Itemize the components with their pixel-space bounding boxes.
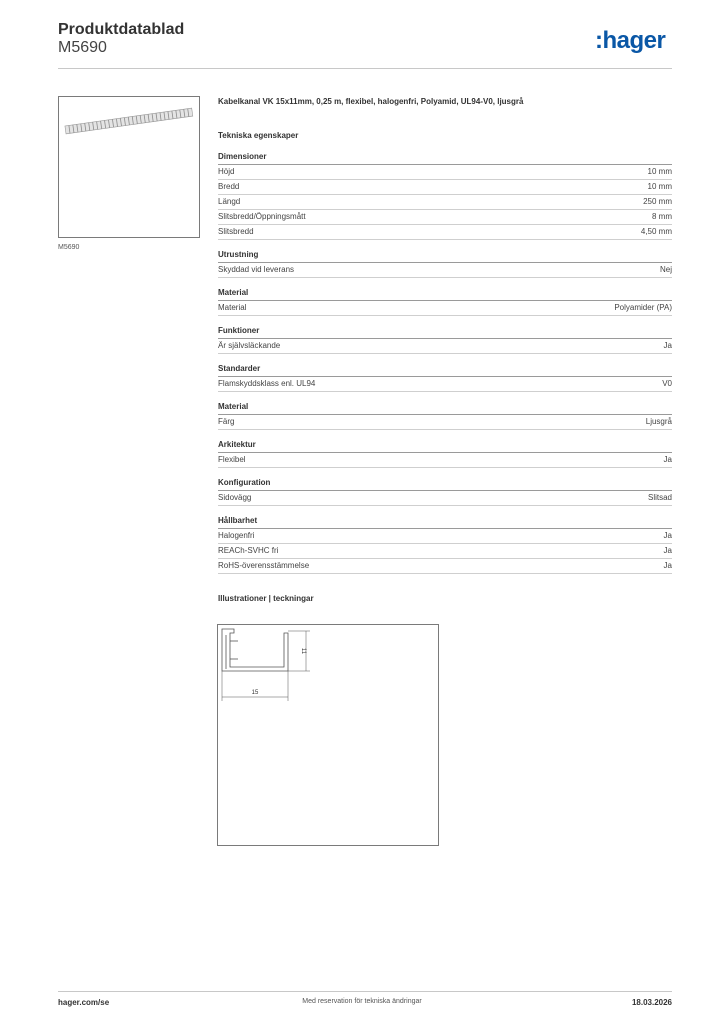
dimension-width-label: 15 [251, 690, 259, 696]
spec-row [218, 165, 672, 180]
spec-label: Slitsbredd/Öppningsmått [218, 212, 306, 221]
spec-content [218, 96, 672, 606]
spec-row [218, 453, 672, 468]
header-divider [58, 68, 672, 69]
product-code: M5690 [58, 39, 107, 56]
spec-label: Längd [218, 197, 241, 206]
spec-label: Sidovägg [218, 493, 252, 502]
spec-row [218, 225, 672, 240]
spec-row [218, 415, 672, 430]
spec-value: 10 mm [647, 167, 672, 176]
spec-value: Ja [663, 341, 672, 350]
spec-label: REACh-SVHC fri [218, 546, 279, 555]
section-title: Konfiguration [218, 476, 672, 491]
section-title: Standarder [218, 362, 672, 377]
spec-row [218, 544, 672, 559]
spec-value: Ja [663, 531, 672, 540]
product-description: Kabelkanal VK 15x11mm, 0,25 m, flexibel, halogenfri, Polyamid, UL94-V0, ljusgrå [218, 97, 524, 106]
spec-row [218, 263, 672, 278]
spec-value: Ljusgrå [645, 417, 672, 426]
product-image [58, 96, 200, 238]
dimension-height-label: 11 [300, 647, 306, 655]
page-title: Produktdatablad [58, 21, 185, 38]
illustrations-title: Illustrationer | teckningar [218, 594, 314, 603]
spec-value: Polyamider (PA) [614, 303, 672, 312]
spec-row [218, 195, 672, 210]
footer-disclaimer: Med reservation för tekniska ändringar [302, 998, 422, 1005]
spec-row [218, 529, 672, 544]
section-material [218, 286, 672, 316]
spec-value: Ja [663, 455, 672, 464]
spec-value: 10 mm [647, 182, 672, 191]
footer-divider [58, 991, 672, 992]
section-title: Arkitektur [218, 438, 672, 453]
spec-value: 4,50 mm [640, 227, 672, 236]
technical-drawing [217, 624, 439, 846]
spec-value: V0 [662, 379, 672, 388]
section-standarder [218, 362, 672, 392]
section-title: Material [218, 286, 672, 301]
spec-label: Material [218, 303, 247, 312]
spec-label: Bredd [218, 182, 240, 191]
footer-date: 18.03.2026 [631, 998, 672, 1007]
spec-row [218, 301, 672, 316]
profile-drawing-icon [218, 625, 438, 845]
spec-value: 8 mm [652, 212, 672, 221]
section-title: Funktioner [218, 324, 672, 339]
section-title: Dimensioner [218, 150, 672, 165]
spec-label: Slitsbredd [218, 227, 254, 236]
spec-value: Nej [659, 265, 672, 274]
spec-label: Höjd [218, 167, 235, 176]
spec-row [218, 377, 672, 392]
cable-duct-icon [59, 97, 199, 237]
section-utrustning [218, 248, 672, 278]
spec-value: Ja [663, 561, 672, 570]
spec-row [218, 491, 672, 506]
spec-label: Är självsläckande [218, 341, 281, 350]
spec-row [218, 180, 672, 195]
section-title: Utrustning [218, 248, 672, 263]
spec-label: Flexibel [218, 455, 246, 464]
spec-label: Flamskyddsklass enl. UL94 [218, 379, 316, 388]
spec-value: Slitsad [647, 493, 672, 502]
section-material-color [218, 400, 672, 430]
spec-label: Skyddad vid leverans [218, 265, 295, 274]
spec-value: 250 mm [643, 197, 672, 206]
section-konfiguration [218, 476, 672, 506]
spec-value: Ja [663, 546, 672, 555]
spec-row [218, 559, 672, 574]
spec-label: Färg [218, 417, 235, 426]
section-title: Hållbarhet [218, 514, 672, 529]
section-arkitektur [218, 438, 672, 468]
hager-logo[interactable]: :hager [595, 27, 666, 54]
spec-label: RoHS-överensstämmelse [218, 561, 310, 570]
section-funktioner [218, 324, 672, 354]
section-hallbarhet [218, 514, 672, 574]
section-title: Material [218, 400, 672, 415]
spec-row [218, 210, 672, 225]
spec-row [218, 339, 672, 354]
section-dimensioner [218, 150, 672, 240]
image-caption: M5690 [58, 244, 80, 251]
tech-properties-title: Tekniska egenskaper [218, 131, 299, 140]
spec-label: Halogenfri [218, 531, 255, 540]
footer-website-link[interactable]: hager.com/se [58, 998, 110, 1007]
